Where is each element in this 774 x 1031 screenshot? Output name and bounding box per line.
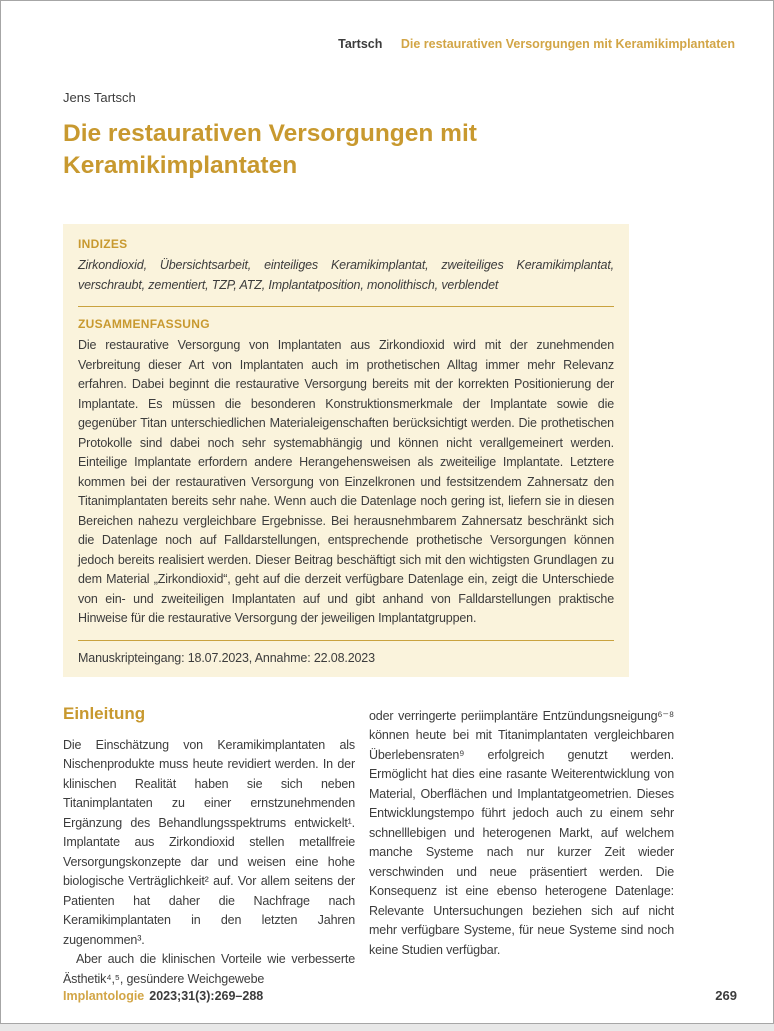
divider-rule (78, 640, 614, 641)
journal-citation: 2023;31(3):269–288 (149, 989, 264, 1003)
running-head (1, 1, 773, 52)
manuscript-dates: Manuskripteingang: 18.07.2023, Annahme: 22.08.2023 (78, 650, 375, 665)
summary-text: Die restaurative Versorgung von Implantaten aus Zirkondioxid wird mit der zunehmenden Verbreitung dieser Art von Implantaten auch im prothetischen Alltag immer mehr Relevanz erfahren. Dabei beginnt die restaurative Versorgung bereits mit der korrekten Positionierung der Implantate. Es müssen die besonderen Konstruktionsmerkmale der Implantate sowie die gegenüber Titan unterschiedlichen Materialeigenschaften berücksichtigt werden. Die prothetischen Protokolle sind dabei noch sehr systemabhängig und können nicht verallgemeinert werden. Einteilige Implantate erfordern andere Herangehensweisen als zweiteilige Implantate. Letztere kommen bei der restaurativen Versorgung von Einzelkronen und festsitzendem Zahnersatz den Titanimplantaten bereits sehr nahe. Wenn auch die Datenlage noch gering ist, liefern sie in diesen Bereichen nahezu vergleichbare Ergebnisse. Bei herausnehmbarem Zahnersatz beschränkt sich die Datenlage noch auf Falldarstellungen, entsprechende prothetische Versorgungen können jedoch bereits realisiert werden. Dieser Beitrag beschäftigt sich mit den wichtigsten Grundlagen zu dem Material „Zirkondioxid“, geht auf die derzeit verfügbare Datenlage ein, zeigt die Unterschiede von ein- und zweiteiligen Implantaten auf und gibt anhand von Falldarstellungen praktische Hinweise für die restaurative Versorgung der jeweiligen Implantatgruppen. (78, 338, 614, 625)
footer-citation-block (63, 989, 263, 1003)
divider-rule (78, 306, 614, 307)
author-name: Jens Tartsch (63, 90, 136, 105)
journal-name: Implantologie (63, 989, 145, 1003)
running-head-author: Tartsch (338, 37, 383, 51)
summary-label: ZUSAMMENFASSUNG (78, 317, 210, 331)
running-head-title: Die restaurativen Versorgungen mit Keramikimplantaten (400, 37, 735, 51)
intro-paragraph-3: oder verringerte periimplantäre Entzündungsneigung⁶⁻⁸ können heute bei mit Titanimplantaten vergleichbaren Überlebensraten⁹ erfolgreich genutzt werden. Ermöglicht hat dies eine rasante Weiterentwicklung von Material, Oberflächen und Implantatgeometrien. Dieses Entwicklungstempo führt jedoch auch zu einem sehr schnelllebigen und heterogenen Markt, auf welchem manche Systeme nach nur kurzer Zeit wieder verschwinden und neue präsentiert werden. Die Konsequenz ist eine ebenso heterogene Datenlage: Relevante Untersuchungen beziehen sich auf nicht mehr verfügbare Systeme, für neue Systeme sind noch keine Studien verfügbar. (369, 708, 674, 957)
page-number: 269 (715, 988, 737, 1003)
abstract-box (63, 224, 629, 677)
page-footer (63, 988, 737, 1003)
indices-text: Zirkondioxid, Übersichtsarbeit, einteiliges Keramikimplantat, zweiteiliges Keramikimplantat, verschraubt, zementiert, TZP, ATZ, Implantatposition, monolithisch, verblendet (78, 258, 614, 292)
intro-paragraph-2: Aber auch die klinischen Vorteile wie verbesserte Ästhetik⁴,⁵, gesündere Weichgewebe (63, 952, 355, 986)
introduction-section (63, 704, 674, 990)
intro-heading: Einleitung (63, 703, 146, 723)
intro-paragraph-1: Die Einschätzung von Keramikimplantaten als Nischenprodukte muss heute revidiert werden. In der klinischen Realität haben sie sich neben Titanimplantaten zu einer ernstzunehmenden Ergänzung des Behandlungsspektrums entwickelt¹. Implantate aus Zirkondioxid stellen metallfreie Versorgungskonzepte dar und weisen eine hohe biologische Verträglichkeit² auf. Vor allem seitens der Patienten hat daher die Nachfrage nach Keramikimplantaten in den letzten Jahren zugenommen³. (63, 737, 355, 947)
intro-right-column (369, 704, 674, 990)
intro-left-column (63, 704, 355, 990)
article-title: Die restaurativen Versorgungen mit Keramikimplantaten (63, 120, 477, 179)
indices-label: INDIZES (78, 237, 128, 251)
